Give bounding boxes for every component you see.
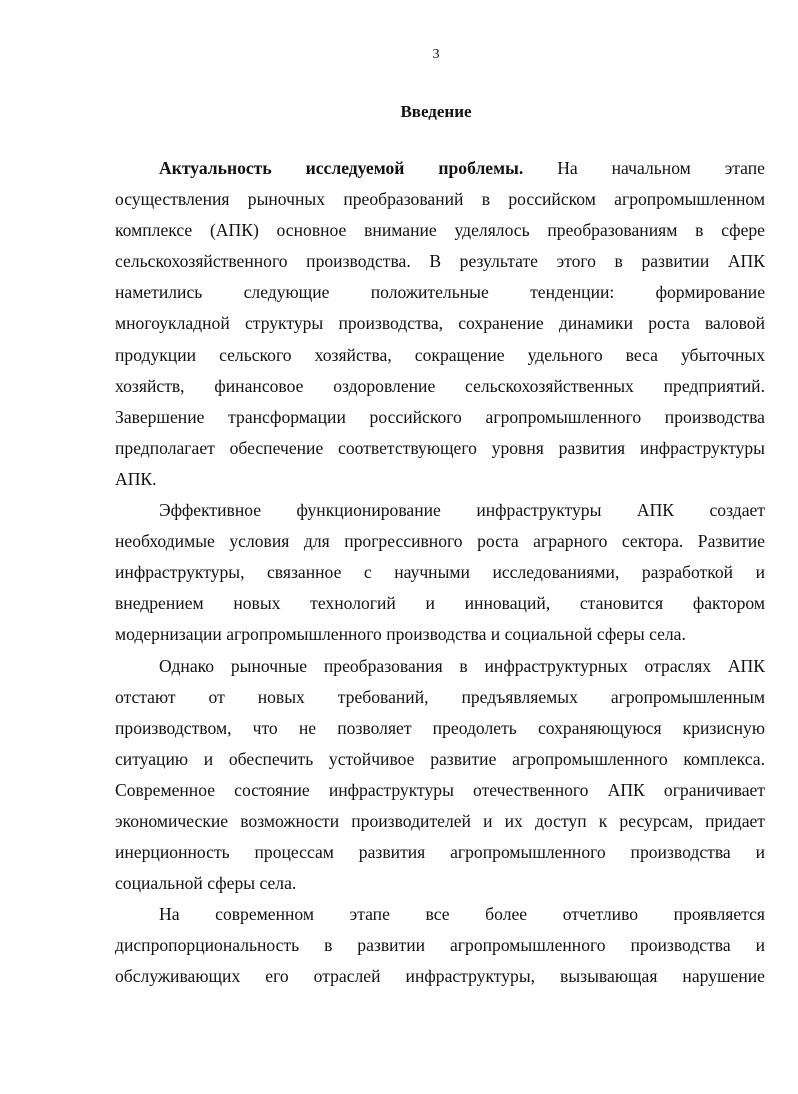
paragraph-1-line-7: продукции сельского хозяйства, сокращение удельного веса убыточных <box>115 344 765 365</box>
paragraph-1-line-2: осуществления рыночных преобразований в российском агропромышленном <box>115 189 765 210</box>
paragraph-1-line-4: сельскохозяйственного производства. В результате этого в развитии АПК <box>115 251 765 272</box>
paragraph-3-line-4: ситуацию и обеспечить устойчивое развитие агропромышленного комплекса. <box>115 748 765 769</box>
paragraph-2-line-1: Эффективное функционирование инфраструктуры АПК создает <box>159 500 765 521</box>
paragraph-4-line-3: обслуживающих его отраслей инфраструктуры, вызывающая нарушение <box>115 966 765 987</box>
page-number: 3 <box>432 47 440 62</box>
paragraph-1-line-5: наметились следующие положительные тенденции: формирование <box>115 282 765 303</box>
document-body <box>115 153 765 993</box>
paragraph-1-line-3: комплексе (АПК) основное внимание уделялось преобразованиям в сфере <box>115 220 765 241</box>
paragraph-1-line-1 <box>115 153 765 184</box>
paragraph-2-line-4: внедрением новых технологий и инноваций, становится фактором <box>115 593 765 614</box>
paragraph-2-line-3: инфраструктуры, связанное с научными исследованиями, разработкой и <box>115 562 765 583</box>
paragraph-2-line-2: необходимые условия для прогрессивного роста аграрного сектора. Развитие <box>115 531 765 552</box>
section-heading: Введение <box>400 102 472 121</box>
paragraph-4-line-2: диспропорциональность в развитии агропромышленного производства и <box>115 935 765 956</box>
paragraph-3-line-3: производством, что не позволяет преодолеть сохраняющуюся кризисную <box>115 717 765 738</box>
paragraph-1-line-6: многоукладной структуры производства, сохранение динамики роста валовой <box>115 313 765 334</box>
paragraph-3-line-5: Современное состояние инфраструктуры отечественного АПК ограничивает <box>115 779 765 800</box>
paragraph-3-line-6: экономические возможности производителей и их доступ к ресурсам, придает <box>115 810 765 831</box>
paragraph-1-line-8: хозяйств, финансовое оздоровление сельскохозяйственных предприятий. <box>115 375 765 396</box>
paragraph-3-line-2: отстают от новых требований, предъявляемых агропромышленным <box>115 686 765 707</box>
paragraph-1-lead: Актуальность исследуемой проблемы. <box>159 158 524 178</box>
paragraph-1-line-11: АПК. <box>115 468 157 489</box>
paragraph-1-line-1-text: На начальном этапе <box>523 158 765 178</box>
paragraph-3-line-8: социальной сферы села. <box>115 873 297 894</box>
paragraph-3-line-1: Однако рыночные преобразования в инфраструктурных отраслях АПК <box>159 655 765 676</box>
paragraph-4-line-1: На современном этапе все более отчетливо проявляется <box>159 904 765 925</box>
paragraph-3-line-7: инерционность процессам развития агропромышленного производства и <box>115 842 765 863</box>
paragraph-1-line-10: предполагает обеспечение соответствующего уровня развития инфраструктуры <box>115 437 765 458</box>
paragraph-2-line-5: модернизации агропромышленного производства и социальной сферы села. <box>115 624 686 645</box>
paragraph-1-line-9: Завершение трансформации российского агропромышленного производства <box>115 406 765 427</box>
